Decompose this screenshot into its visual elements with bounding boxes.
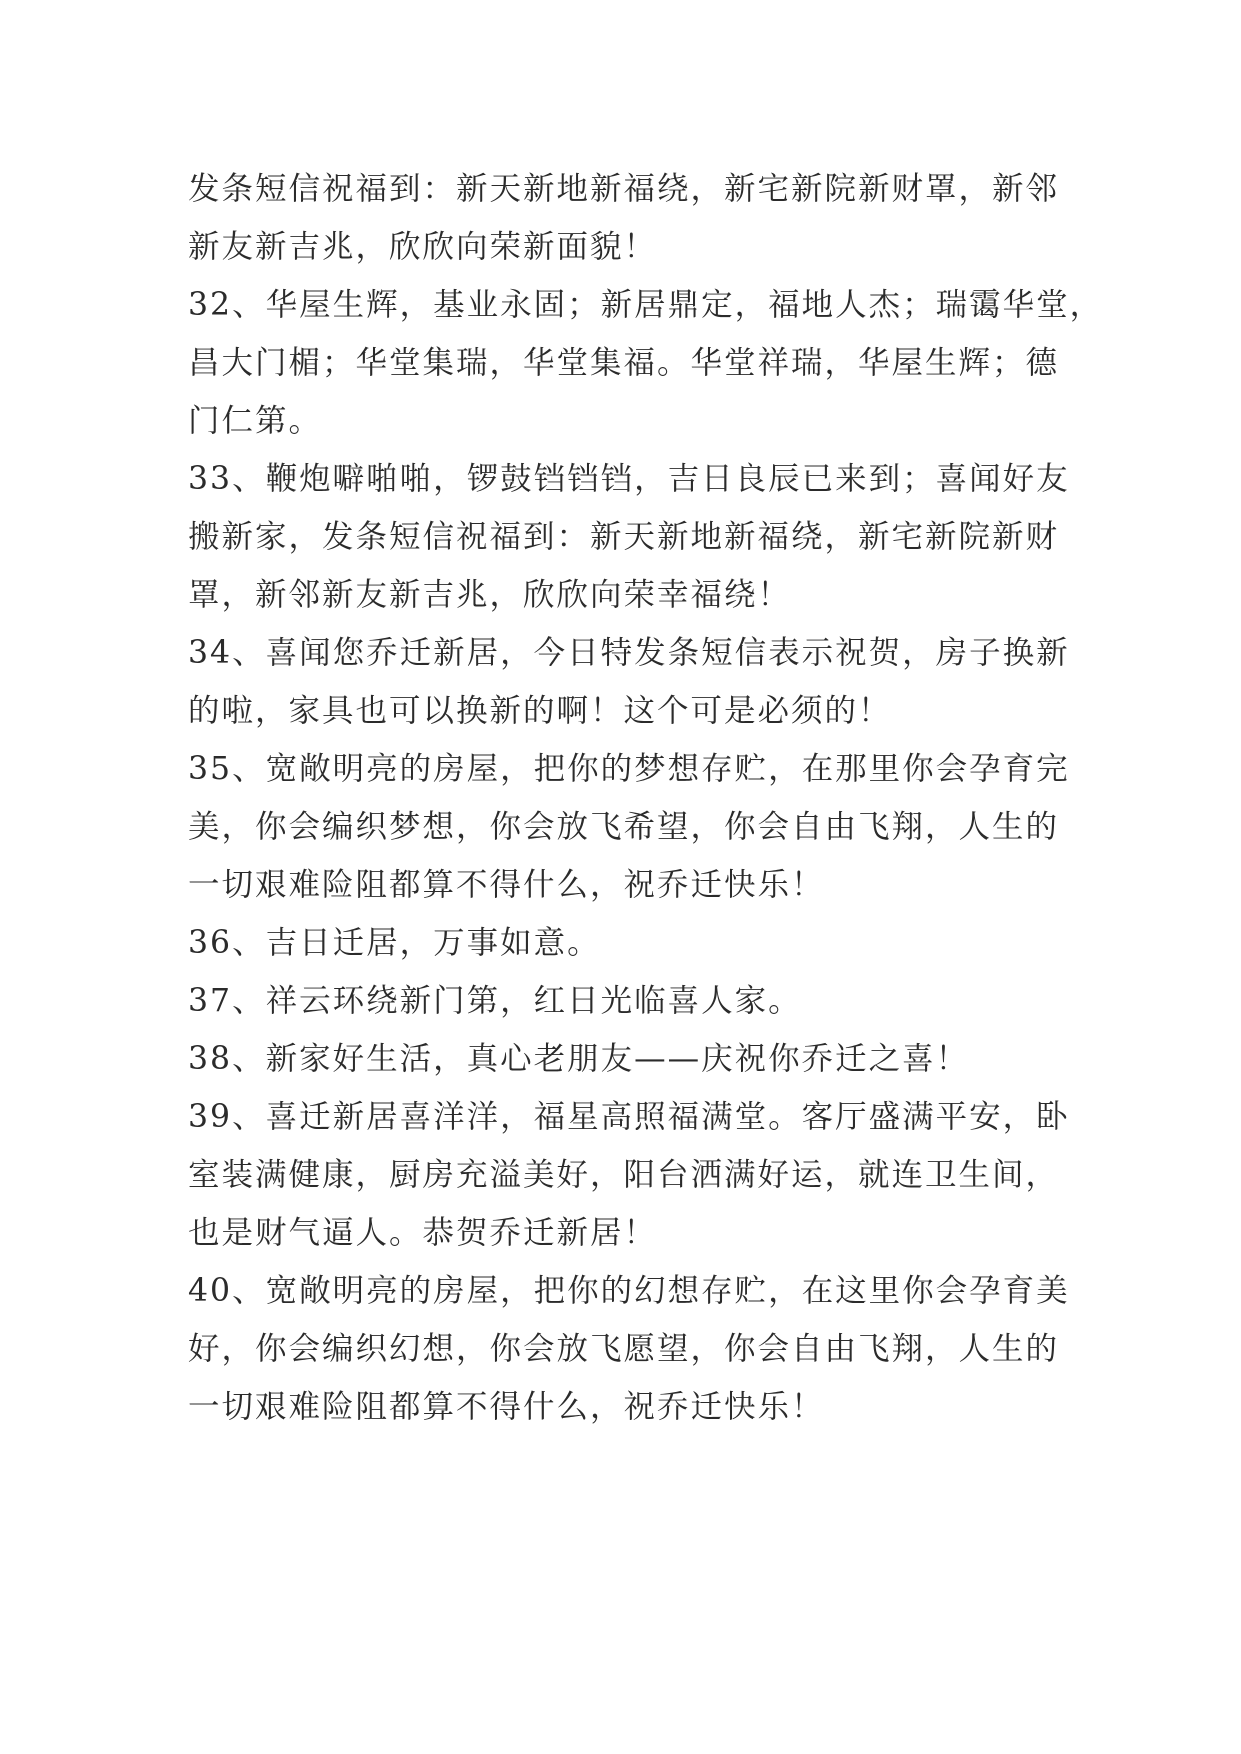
text-line: 37、祥云环绕新门第，红日光临喜人家。 xyxy=(188,983,802,1019)
text-line: 32、华屋生辉，基业永固；新居鼎定，福地人杰；瑞霭华堂， xyxy=(188,287,1104,323)
text-line: 新友新吉兆，欣欣向荣新面貌！ xyxy=(188,229,658,265)
text-line: 的啦，家具也可以换新的啊！这个可是必须的！ xyxy=(188,693,892,729)
text-line: 一切艰难险阻都算不得什么，祝乔迁快乐！ xyxy=(188,867,825,903)
text-line: 门仁第。 xyxy=(188,403,323,439)
text-line: 33、鞭炮噼啪啪，锣鼓铛铛铛，吉日良辰已来到；喜闻好友 xyxy=(188,461,1070,497)
text-line: 35、宽敞明亮的房屋，把你的梦想存贮，在那里你会孕育完 xyxy=(188,751,1070,787)
text-line: 一切艰难险阻都算不得什么，祝乔迁快乐！ xyxy=(188,1389,825,1425)
text-line: 发条短信祝福到：新天新地新福绕，新宅新院新财罩，新邻 xyxy=(188,171,1060,207)
text-line: 34、喜闻您乔迁新居，今日特发条短信表示祝贺，房子换新 xyxy=(188,635,1070,671)
text-line: 38、新家好生活，真心老朋友——庆祝你乔迁之喜！ xyxy=(188,1041,970,1077)
text-line: 室装满健康，厨房充溢美好，阳台洒满好运，就连卫生间， xyxy=(188,1157,1060,1193)
text-line: 39、喜迁新居喜洋洋，福星高照福满堂。客厅盛满平安，卧 xyxy=(188,1099,1070,1135)
text-line: 美，你会编织梦想，你会放飞希望，你会自由飞翔，人生的 xyxy=(188,809,1060,845)
text-line: 36、吉日迁居，万事如意。 xyxy=(188,925,601,961)
text-line: 40、宽敞明亮的房屋，把你的幻想存贮，在这里你会孕育美 xyxy=(188,1273,1070,1309)
text-line: 也是财气逼人。恭贺乔迁新居！ xyxy=(188,1215,658,1251)
document-body xyxy=(188,160,1104,1436)
text-line: 搬新家，发条短信祝福到：新天新地新福绕，新宅新院新财 xyxy=(188,519,1060,555)
text-line: 好，你会编织幻想，你会放飞愿望，你会自由飞翔，人生的 xyxy=(188,1331,1060,1367)
text-line: 昌大门楣；华堂集瑞，华堂集福。华堂祥瑞，华屋生辉；德 xyxy=(188,345,1060,381)
text-line: 罩，新邻新友新吉兆，欣欣向荣幸福绕！ xyxy=(188,577,792,613)
